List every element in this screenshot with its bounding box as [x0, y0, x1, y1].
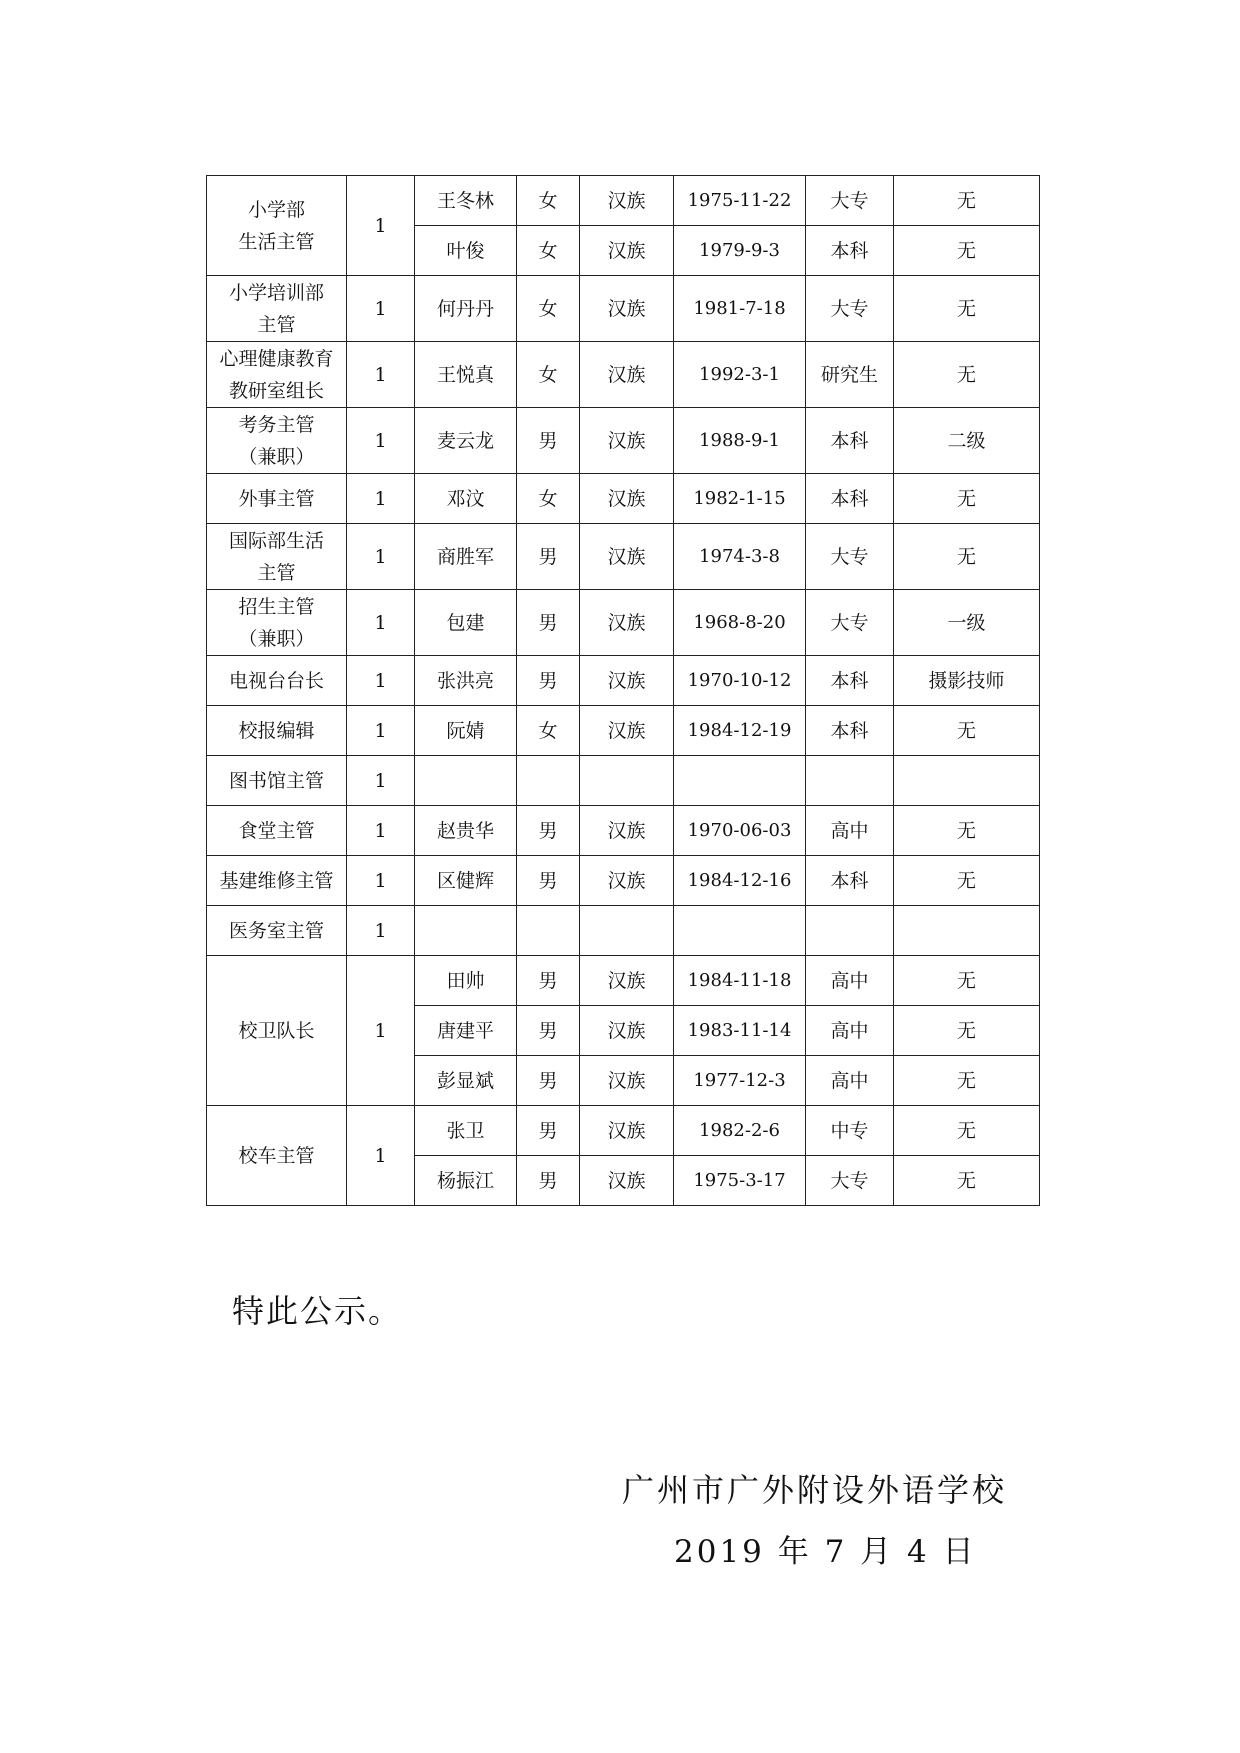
birth-date-cell: 1977-12-3 [674, 1056, 806, 1106]
count-cell: 1 [347, 906, 415, 956]
professional-title-cell: 无 [894, 342, 1040, 408]
position-cell: 校卫队长 [207, 956, 347, 1106]
staff-table [206, 175, 1040, 1206]
gender-cell: 女 [517, 706, 580, 756]
table-row [207, 906, 1040, 956]
gender-cell: 男 [517, 1156, 580, 1206]
position-cell: 国际部生活 主管 [207, 524, 347, 590]
table-row [207, 342, 1040, 408]
professional-title-cell: 无 [894, 1006, 1040, 1056]
professional-title-cell: 无 [894, 524, 1040, 590]
education-cell: 大专 [806, 176, 894, 226]
table-row [207, 524, 1040, 590]
person-name-cell: 王悦真 [415, 342, 517, 408]
gender-cell [517, 756, 580, 806]
table-row [207, 806, 1040, 856]
person-name-cell: 邓汶 [415, 474, 517, 524]
professional-title-cell: 无 [894, 226, 1040, 276]
ethnicity-cell: 汉族 [580, 706, 674, 756]
table-row [207, 590, 1040, 656]
position-cell: 食堂主管 [207, 806, 347, 856]
count-cell: 1 [347, 276, 415, 342]
count-cell: 1 [347, 342, 415, 408]
education-cell: 中专 [806, 1106, 894, 1156]
professional-title-cell: 无 [894, 1156, 1040, 1206]
birth-date-cell: 1970-10-12 [674, 656, 806, 706]
position-cell: 图书馆主管 [207, 756, 347, 806]
count-cell: 1 [347, 706, 415, 756]
professional-title-cell: 无 [894, 956, 1040, 1006]
gender-cell: 男 [517, 524, 580, 590]
position-cell: 小学培训部 主管 [207, 276, 347, 342]
table-row [207, 408, 1040, 474]
education-cell: 研究生 [806, 342, 894, 408]
education-cell: 本科 [806, 656, 894, 706]
notice-text: 特此公示。 [232, 1292, 403, 1330]
table-row [207, 474, 1040, 524]
professional-title-cell: 无 [894, 474, 1040, 524]
person-name-cell: 彭显斌 [415, 1056, 517, 1106]
signer-name: 广州市广外附设外语学校 [622, 1471, 1008, 1509]
gender-cell: 男 [517, 956, 580, 1006]
birth-date-cell: 1974-3-8 [674, 524, 806, 590]
professional-title-cell [894, 756, 1040, 806]
ethnicity-cell: 汉族 [580, 1006, 674, 1056]
ethnicity-cell: 汉族 [580, 1156, 674, 1206]
gender-cell [517, 906, 580, 956]
ethnicity-cell: 汉族 [580, 956, 674, 1006]
ethnicity-cell [580, 906, 674, 956]
professional-title-cell: 无 [894, 806, 1040, 856]
gender-cell: 男 [517, 1106, 580, 1156]
education-cell: 本科 [806, 856, 894, 906]
table-row [207, 656, 1040, 706]
professional-title-cell: 二级 [894, 408, 1040, 474]
birth-date-cell: 1984-12-19 [674, 706, 806, 756]
person-name-cell: 叶俊 [415, 226, 517, 276]
education-cell: 本科 [806, 474, 894, 524]
birth-date-cell [674, 756, 806, 806]
birth-date-cell [674, 906, 806, 956]
count-cell: 1 [347, 408, 415, 474]
birth-date-cell: 1984-12-16 [674, 856, 806, 906]
sign-date: 2019 年 7 月 4 日 [674, 1534, 977, 1570]
education-cell: 大专 [806, 524, 894, 590]
birth-date-cell: 1979-9-3 [674, 226, 806, 276]
gender-cell: 男 [517, 856, 580, 906]
professional-title-cell: 无 [894, 1056, 1040, 1106]
professional-title-cell [894, 906, 1040, 956]
gender-cell: 女 [517, 176, 580, 226]
ethnicity-cell: 汉族 [580, 408, 674, 474]
education-cell: 大专 [806, 276, 894, 342]
table-row [207, 856, 1040, 906]
gender-cell: 女 [517, 474, 580, 524]
ethnicity-cell: 汉族 [580, 474, 674, 524]
person-name-cell: 唐建平 [415, 1006, 517, 1056]
person-name-cell [415, 756, 517, 806]
birth-date-cell: 1981-7-18 [674, 276, 806, 342]
birth-date-cell: 1988-9-1 [674, 408, 806, 474]
professional-title-cell: 摄影技师 [894, 656, 1040, 706]
ethnicity-cell: 汉族 [580, 590, 674, 656]
person-name-cell: 张卫 [415, 1106, 517, 1156]
table-row [207, 756, 1040, 806]
position-cell: 小学部 生活主管 [207, 176, 347, 276]
ethnicity-cell: 汉族 [580, 524, 674, 590]
table-row [207, 1106, 1040, 1156]
ethnicity-cell: 汉族 [580, 856, 674, 906]
count-cell: 1 [347, 856, 415, 906]
birth-date-cell: 1984-11-18 [674, 956, 806, 1006]
person-name-cell: 何丹丹 [415, 276, 517, 342]
birth-date-cell: 1970-06-03 [674, 806, 806, 856]
professional-title-cell: 无 [894, 856, 1040, 906]
gender-cell: 男 [517, 1006, 580, 1056]
gender-cell: 男 [517, 408, 580, 474]
person-name-cell: 阮婧 [415, 706, 517, 756]
ethnicity-cell: 汉族 [580, 806, 674, 856]
position-cell: 医务室主管 [207, 906, 347, 956]
table-row [207, 176, 1040, 226]
ethnicity-cell: 汉族 [580, 342, 674, 408]
gender-cell: 男 [517, 1056, 580, 1106]
education-cell: 大专 [806, 1156, 894, 1206]
gender-cell: 女 [517, 276, 580, 342]
ethnicity-cell: 汉族 [580, 1106, 674, 1156]
education-cell: 高中 [806, 956, 894, 1006]
count-cell: 1 [347, 756, 415, 806]
count-cell: 1 [347, 806, 415, 856]
birth-date-cell: 1983-11-14 [674, 1006, 806, 1056]
person-name-cell: 杨振江 [415, 1156, 517, 1206]
person-name-cell: 赵贵华 [415, 806, 517, 856]
person-name-cell: 田帅 [415, 956, 517, 1006]
table-row [207, 276, 1040, 342]
table-row [207, 956, 1040, 1006]
position-cell: 外事主管 [207, 474, 347, 524]
position-cell: 考务主管 （兼职） [207, 408, 347, 474]
person-name-cell: 区健辉 [415, 856, 517, 906]
birth-date-cell: 1982-1-15 [674, 474, 806, 524]
education-cell: 本科 [806, 706, 894, 756]
count-cell: 1 [347, 656, 415, 706]
position-cell: 心理健康教育 教研室组长 [207, 342, 347, 408]
position-cell: 电视台台长 [207, 656, 347, 706]
ethnicity-cell: 汉族 [580, 1056, 674, 1106]
position-cell: 校报编辑 [207, 706, 347, 756]
person-name-cell: 张洪亮 [415, 656, 517, 706]
gender-cell: 女 [517, 226, 580, 276]
count-cell: 1 [347, 590, 415, 656]
professional-title-cell: 无 [894, 1106, 1040, 1156]
person-name-cell: 商胜军 [415, 524, 517, 590]
professional-title-cell: 无 [894, 706, 1040, 756]
ethnicity-cell [580, 756, 674, 806]
ethnicity-cell: 汉族 [580, 276, 674, 342]
count-cell: 1 [347, 1106, 415, 1206]
professional-title-cell: 无 [894, 176, 1040, 226]
education-cell: 高中 [806, 806, 894, 856]
education-cell [806, 756, 894, 806]
count-cell: 1 [347, 956, 415, 1106]
table-row [207, 706, 1040, 756]
table-body [207, 176, 1040, 1206]
count-cell: 1 [347, 474, 415, 524]
ethnicity-cell: 汉族 [580, 226, 674, 276]
person-name-cell: 麦云龙 [415, 408, 517, 474]
person-name-cell: 包建 [415, 590, 517, 656]
count-cell: 1 [347, 176, 415, 276]
person-name-cell: 王冬林 [415, 176, 517, 226]
ethnicity-cell: 汉族 [580, 656, 674, 706]
professional-title-cell: 一级 [894, 590, 1040, 656]
education-cell: 高中 [806, 1006, 894, 1056]
gender-cell: 女 [517, 342, 580, 408]
education-cell [806, 906, 894, 956]
professional-title-cell: 无 [894, 276, 1040, 342]
birth-date-cell: 1975-11-22 [674, 176, 806, 226]
gender-cell: 男 [517, 590, 580, 656]
position-cell: 基建维修主管 [207, 856, 347, 906]
education-cell: 本科 [806, 408, 894, 474]
birth-date-cell: 1992-3-1 [674, 342, 806, 408]
count-cell: 1 [347, 524, 415, 590]
birth-date-cell: 1975-3-17 [674, 1156, 806, 1206]
education-cell: 本科 [806, 226, 894, 276]
gender-cell: 男 [517, 806, 580, 856]
ethnicity-cell: 汉族 [580, 176, 674, 226]
education-cell: 大专 [806, 590, 894, 656]
birth-date-cell: 1982-2-6 [674, 1106, 806, 1156]
position-cell: 招生主管 （兼职） [207, 590, 347, 656]
person-name-cell [415, 906, 517, 956]
education-cell: 高中 [806, 1056, 894, 1106]
gender-cell: 男 [517, 656, 580, 706]
birth-date-cell: 1968-8-20 [674, 590, 806, 656]
position-cell: 校车主管 [207, 1106, 347, 1206]
